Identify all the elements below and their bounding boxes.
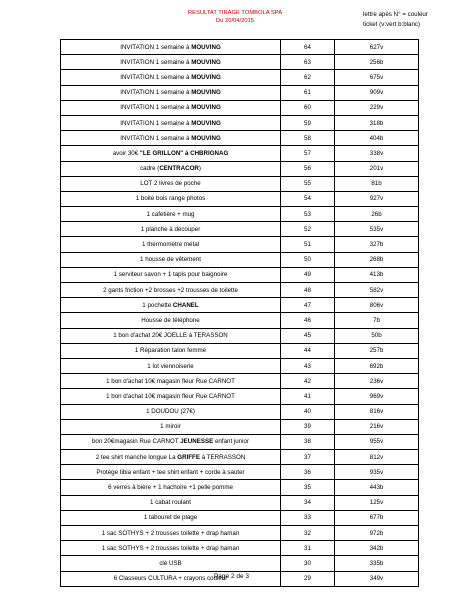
prize-text: Protège tibia enfant + tee shirt enfant + corde à sauter <box>96 468 245 476</box>
color-legend-note <box>363 10 458 30</box>
lot-number-cell: 57 <box>281 146 335 161</box>
prize-text: INVITATION 1 semaine à <box>120 73 192 81</box>
lot-number-cell: 30 <box>281 556 335 571</box>
lot-number-cell: 64 <box>281 40 335 55</box>
lot-number-cell: 38 <box>281 434 335 449</box>
ticket-cell: 342b <box>335 541 419 556</box>
results-table-body <box>61 40 419 587</box>
prize-cell <box>61 526 281 541</box>
table-row <box>61 222 419 237</box>
prize-text: INVITATION 1 semaine à <box>120 104 192 112</box>
ticket-cell: 125v <box>335 495 419 510</box>
prize-cell <box>61 465 281 480</box>
prize-text: 1 cabat roulant <box>150 499 191 507</box>
prize-cell <box>61 222 281 237</box>
lot-number-cell: 48 <box>281 283 335 298</box>
table-row <box>61 252 419 267</box>
ticket-cell: 677b <box>335 510 419 525</box>
ticket-cell: 443b <box>335 480 419 495</box>
table-row <box>61 526 419 541</box>
prize-text: 1 boite bois range photos <box>135 195 206 203</box>
prize-cell <box>61 176 281 191</box>
table-row <box>61 389 419 404</box>
prize-cell <box>61 541 281 556</box>
prize-text: clé USB <box>159 559 182 567</box>
ticket-cell: 229v <box>335 100 419 115</box>
prize-cell <box>61 510 281 525</box>
ticket-cell: 81b <box>335 176 419 191</box>
ticket-cell: 50b <box>335 328 419 343</box>
table-row <box>61 237 419 252</box>
prize-text: 6 Classeurs CULTURA + crayons couleur <box>113 575 228 583</box>
prize-text: 1 bon d'achat 20€ JOELLE à TERASSON <box>113 332 228 340</box>
prize-text: 1 DOUDOU (27€) <box>146 408 195 416</box>
prize-cell <box>61 556 281 571</box>
prize-brand: GRIFFE <box>177 453 200 461</box>
table-row <box>61 510 419 525</box>
ticket-cell: 582v <box>335 283 419 298</box>
prize-cell <box>61 283 281 298</box>
ticket-cell: 268b <box>335 252 419 267</box>
table-row <box>61 495 419 510</box>
prize-text-suffix: enfant junior <box>213 438 250 446</box>
table-row <box>61 85 419 100</box>
prize-cell <box>61 115 281 130</box>
prize-brand: JEUNESSE <box>180 438 214 446</box>
ticket-cell: 806v <box>335 298 419 313</box>
legend-note-line-2: ticket (v:vert b:blanc) <box>363 21 421 28</box>
lot-number-cell: 45 <box>281 328 335 343</box>
lot-number-cell: 29 <box>281 571 335 586</box>
table-row <box>61 465 419 480</box>
lot-number-cell: 47 <box>281 298 335 313</box>
prize-brand: MOUVING <box>191 119 221 127</box>
lot-number-cell: 44 <box>281 343 335 358</box>
ticket-cell: 812v <box>335 450 419 465</box>
prize-brand: MOUVING <box>191 134 221 142</box>
prize-text: 1 housse de vêtement <box>140 256 201 264</box>
prize-text: INVITATION 1 semaine à <box>120 43 192 51</box>
prize-cell <box>61 207 281 222</box>
ticket-cell: 26b <box>335 207 419 222</box>
prize-text: bon 20€magasin Rue CARNOT <box>91 438 181 446</box>
document-title: RESULTAT TIRAGE TOMBOLA SPA <box>187 10 283 16</box>
lot-number-cell: 39 <box>281 419 335 434</box>
prize-cell <box>61 495 281 510</box>
legend-note-line-1: lettre apès N° = couleur <box>363 11 428 18</box>
ticket-cell: 216v <box>335 419 419 434</box>
prize-text: 1 Réparation talon femme <box>134 347 207 355</box>
table-row <box>61 131 419 146</box>
ticket-cell: 535v <box>335 222 419 237</box>
prize-text: INVITATION 1 semaine à <box>120 134 192 142</box>
prize-cell <box>61 328 281 343</box>
table-row <box>61 541 419 556</box>
table-row <box>61 267 419 282</box>
ticket-cell: 413b <box>335 267 419 282</box>
prize-brand: MOUVING <box>191 73 221 81</box>
prize-cell <box>61 450 281 465</box>
table-row <box>61 283 419 298</box>
ticket-cell: 675v <box>335 70 419 85</box>
lot-number-cell: 63 <box>281 55 335 70</box>
lot-number-cell: 53 <box>281 207 335 222</box>
table-row <box>61 191 419 206</box>
table-row <box>61 374 419 389</box>
prize-brand: MOUVING <box>191 43 221 51</box>
lot-number-cell: 50 <box>281 252 335 267</box>
prize-cell <box>61 131 281 146</box>
page-number: Page 2 de 3 <box>213 573 250 580</box>
table-row <box>61 40 419 55</box>
prize-text: LOT 2 livres de poche <box>140 180 201 188</box>
lot-number-cell: 31 <box>281 541 335 556</box>
prize-cell <box>61 55 281 70</box>
ticket-cell: 201v <box>335 161 419 176</box>
lot-number-cell: 59 <box>281 115 335 130</box>
prize-brand: MOUVING <box>191 89 221 97</box>
prize-text: 1 pochette <box>142 301 173 309</box>
prize-cell <box>61 40 281 55</box>
ticket-cell: 909v <box>335 85 419 100</box>
prize-brand: MOUVING <box>191 104 221 112</box>
ticket-cell: 972b <box>335 526 419 541</box>
prize-text: 6 verres à bière + 1 hachoire +1 pelle pomme <box>108 484 233 492</box>
prize-text: INVITATION 1 semaine à <box>120 58 192 66</box>
prize-text: 1 sac SOTHYS + 2 trousses toilette + drap haman <box>101 529 240 537</box>
ticket-cell: 927v <box>335 191 419 206</box>
ticket-cell: 318b <box>335 115 419 130</box>
prize-cell <box>61 374 281 389</box>
table-row <box>61 480 419 495</box>
ticket-cell: 816v <box>335 404 419 419</box>
prize-cell <box>61 313 281 328</box>
ticket-cell: 349v <box>335 571 419 586</box>
prize-cell <box>61 267 281 282</box>
prize-text: 1 bon d'achat 10€ magasin fleur Rue CARNOT <box>106 377 235 385</box>
ticket-cell: 257b <box>335 343 419 358</box>
table-row <box>61 556 419 571</box>
prize-cell <box>61 419 281 434</box>
lot-number-cell: 36 <box>281 465 335 480</box>
table-row <box>61 419 419 434</box>
prize-text: Housse de téléphone <box>141 316 200 324</box>
ticket-cell: 935v <box>335 465 419 480</box>
prize-text: 1 planche à découper <box>140 225 201 233</box>
prize-brand: CENTRACOR <box>159 165 199 173</box>
table-row <box>61 176 419 191</box>
ticket-cell: 692b <box>335 358 419 373</box>
table-row <box>61 100 419 115</box>
table-row <box>61 70 419 85</box>
prize-cell <box>61 191 281 206</box>
table-row <box>61 434 419 449</box>
lot-number-cell: 34 <box>281 495 335 510</box>
prize-cell <box>61 161 281 176</box>
table-row <box>61 298 419 313</box>
ticket-cell: 404b <box>335 131 419 146</box>
prize-cell <box>61 389 281 404</box>
table-row <box>61 161 419 176</box>
prize-text: 1 tabouret de plage <box>143 514 198 522</box>
prize-cell <box>61 358 281 373</box>
table-row <box>61 328 419 343</box>
ticket-cell: 7b <box>335 313 419 328</box>
prize-text: 2 gants friction +2 brosses +2 trousses de toilette <box>103 286 238 294</box>
table-row <box>61 450 419 465</box>
prize-cell <box>61 343 281 358</box>
lot-number-cell: 37 <box>281 450 335 465</box>
prize-text: 1 miroir <box>160 423 181 431</box>
results-table <box>60 39 419 587</box>
ticket-cell: 338v <box>335 146 419 161</box>
lot-number-cell: 52 <box>281 222 335 237</box>
ticket-cell: 327b <box>335 237 419 252</box>
prize-text: cadre ( <box>140 165 160 173</box>
table-row <box>61 358 419 373</box>
lot-number-cell: 43 <box>281 358 335 373</box>
prize-text: 2 tee shirt manche longue La <box>95 453 178 461</box>
lot-number-cell: 56 <box>281 161 335 176</box>
ticket-cell: 955v <box>335 434 419 449</box>
lot-number-cell: 55 <box>281 176 335 191</box>
prize-brand: MOUVING <box>191 58 221 66</box>
prize-cell <box>61 237 281 252</box>
prize-cell <box>61 298 281 313</box>
table-row <box>61 146 419 161</box>
lot-number-cell: 49 <box>281 267 335 282</box>
lot-number-cell: 35 <box>281 480 335 495</box>
table-row <box>61 313 419 328</box>
prize-brand: CHANEL <box>172 301 199 309</box>
lot-number-cell: 62 <box>281 70 335 85</box>
lot-number-cell: 58 <box>281 131 335 146</box>
lot-number-cell: 32 <box>281 526 335 541</box>
ticket-cell: 256b <box>335 55 419 70</box>
table-row <box>61 115 419 130</box>
prize-cell <box>61 480 281 495</box>
prize-text: 1 lot viennoiserie <box>147 362 194 370</box>
prize-text: INVITATION 1 semaine à <box>120 119 192 127</box>
prize-text: 1 serviteur savon + 1 tapis pour baignoire <box>113 271 228 279</box>
prize-text: 1 cafetière + mug <box>146 210 195 218</box>
ticket-cell: 335b <box>335 556 419 571</box>
ticket-cell: 969v <box>335 389 419 404</box>
ticket-cell: 627v <box>335 40 419 55</box>
lot-number-cell: 60 <box>281 100 335 115</box>
document-header <box>170 9 300 25</box>
table-row <box>61 404 419 419</box>
prize-cell <box>61 70 281 85</box>
lot-number-cell: 61 <box>281 85 335 100</box>
prize-text: INVITATION 1 semaine à <box>120 89 192 97</box>
table-row <box>61 207 419 222</box>
lot-number-cell: 46 <box>281 313 335 328</box>
prize-text: 1 sac SOTHYS + 2 trousses toilette + drap haman <box>101 544 240 552</box>
lot-number-cell: 40 <box>281 404 335 419</box>
lot-number-cell: 51 <box>281 237 335 252</box>
prize-brand: "LE GRILLON" à CHBRIGNAG <box>139 149 229 157</box>
prize-cell <box>61 434 281 449</box>
lot-number-cell: 33 <box>281 510 335 525</box>
lot-number-cell: 54 <box>281 191 335 206</box>
prize-text: 1 bon d'achat 10€ magasin fleur Rue CARNOT <box>106 392 235 400</box>
prize-text-suffix: ) <box>198 165 201 173</box>
prize-cell <box>61 100 281 115</box>
lot-number-cell: 42 <box>281 374 335 389</box>
table-row <box>61 55 419 70</box>
ticket-cell: 236v <box>335 374 419 389</box>
prize-cell <box>61 146 281 161</box>
prize-cell <box>61 252 281 267</box>
prize-text-suffix: à TERRASSON <box>199 453 246 461</box>
prize-text: 1 thermomètre métal <box>141 241 200 249</box>
prize-cell <box>61 85 281 100</box>
table-row <box>61 343 419 358</box>
lot-number-cell: 41 <box>281 389 335 404</box>
prize-cell <box>61 404 281 419</box>
prize-text: avoir 30€ <box>112 149 140 157</box>
document-date: Du 20/04/2015 <box>215 18 255 24</box>
